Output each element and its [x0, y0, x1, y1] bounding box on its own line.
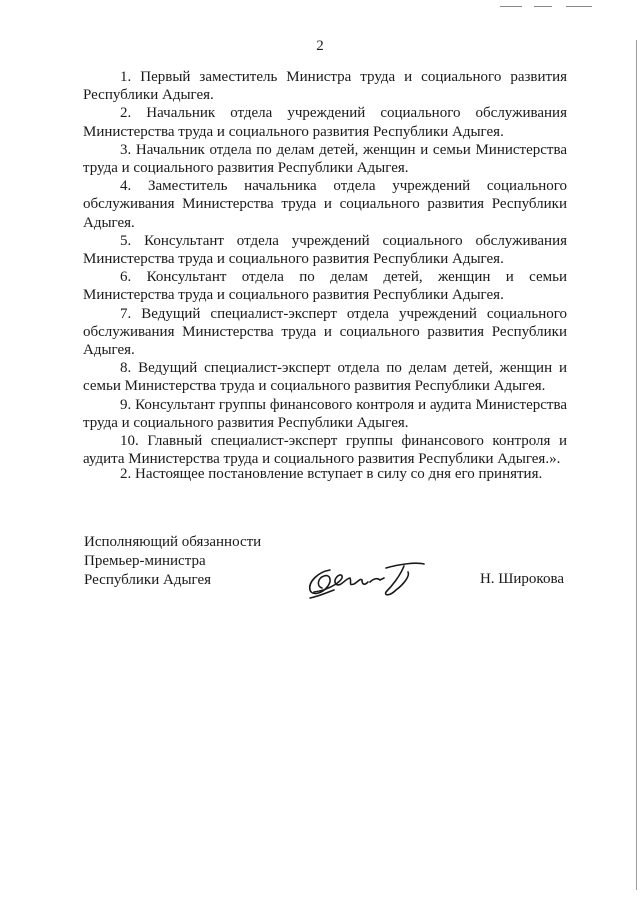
scan-artifact: [534, 6, 552, 7]
signatory-line: Премьер-министра: [84, 553, 206, 569]
signatory-title: [84, 533, 261, 590]
list-item: 9. Консультант группы финансового контроля и аудита Министерства труда и социального развития Республики Адыгея.: [83, 396, 567, 431]
resolution-clause: 2. Настоящее постановление вступает в силу со дня его принятия.: [120, 466, 543, 482]
list-item: 10. Главный специалист-эксперт группы финансового контроля и аудита Министерства труда и социального развития Республики Адыгея.».: [83, 433, 567, 468]
scan-artifact: [566, 6, 592, 7]
list-item: 8. Ведущий специалист-эксперт отдела по делам детей, женщин и семьи Министерства труда и социального развития Республики Адыгея.: [83, 360, 567, 395]
list-item: 5. Консультант отдела учреждений социального обслуживания Министерства труда и социального развития Республики Адыгея.: [83, 232, 567, 268]
page-number: 2: [316, 38, 324, 54]
scan-artifact: [500, 6, 522, 7]
signatory-line: Республики Адыгея: [84, 572, 212, 588]
position-list: [83, 68, 567, 468]
handwritten-signature: [300, 556, 430, 602]
list-item: 1. Первый заместитель Министра труда и социального развития Республики Адыгея.: [83, 69, 567, 104]
signer-name: Н. Широкова: [479, 571, 564, 587]
list-item: 3. Начальник отдела по делам детей, женщин и семьи Министерства труда и социального развития Республики Адыгея.: [83, 141, 567, 177]
list-item: 7. Ведущий специалист-эксперт отдела учреждений социального обслуживания Министерства труда и социального развития Республики Адыгея.: [83, 305, 567, 359]
list-item: 6. Консультант отдела по делам детей, женщин и семьи Министерства труда и социального развития Республики Адыгея.: [83, 269, 567, 304]
signatory-line: Исполняющий обязанности: [84, 534, 262, 550]
list-item: 4. Заместитель начальника отдела учреждений социального обслуживания Министерства труда и социального развития Республики Адыгея.: [83, 178, 567, 231]
list-item: 2. Начальник отдела учреждений социального обслуживания Министерства труда и социального развития Республики Адыгея.: [83, 105, 567, 140]
scan-edge-line: [636, 40, 637, 890]
